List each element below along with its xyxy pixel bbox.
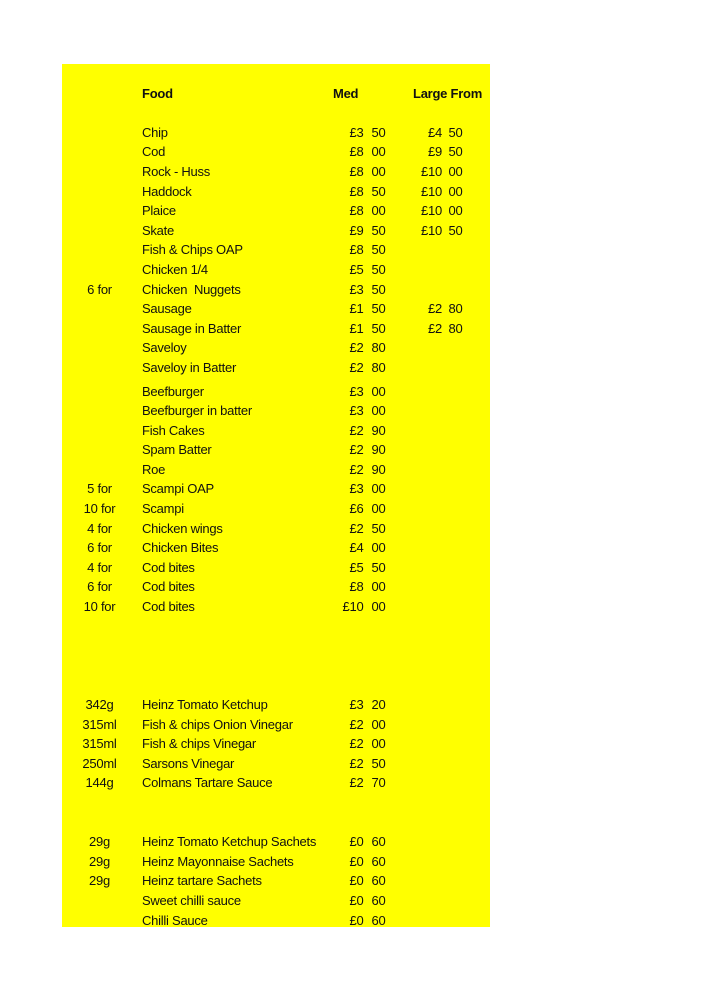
food-name-cell: Fish Cakes bbox=[142, 422, 205, 438]
food-name-cell: Spam Batter bbox=[142, 442, 212, 458]
quantity-cell: 6 for bbox=[87, 579, 112, 595]
food-name-cell: Roe bbox=[142, 461, 166, 477]
large-price-pence-cell: 80 bbox=[448, 301, 463, 317]
large-price-pence-cell bbox=[442, 832, 490, 852]
large-price-pence-cell bbox=[442, 754, 490, 774]
med-price-pence-cell: 60 bbox=[371, 834, 386, 850]
med-price-pence-cell: 50 bbox=[371, 559, 386, 575]
large-price-pence-cell bbox=[442, 734, 490, 754]
large-price-pounds-cell: £4 bbox=[428, 124, 442, 140]
food-name-cell: Saveloy bbox=[142, 340, 187, 356]
med-price-pounds-cell: £9 bbox=[349, 222, 364, 238]
med-price-pounds-cell: £0 bbox=[349, 834, 364, 850]
menu-row bbox=[62, 421, 490, 441]
menu-row bbox=[62, 773, 490, 793]
large-price-pence-cell bbox=[442, 891, 490, 911]
large-price-pence-cell bbox=[442, 871, 490, 891]
food-name-cell: Sausage in Batter bbox=[142, 320, 242, 336]
med-price-pence-cell: 00 bbox=[371, 736, 386, 752]
quantity-cell bbox=[62, 201, 137, 221]
large-price-pounds-cell bbox=[407, 280, 443, 300]
med-price-pounds-cell: £2 bbox=[349, 520, 364, 536]
med-price-pence-cell: 50 bbox=[371, 242, 386, 258]
menu-row bbox=[62, 260, 490, 280]
menu-row bbox=[62, 597, 490, 617]
food-name-cell: Cod bites bbox=[142, 599, 195, 615]
med-price-pounds-cell: £2 bbox=[349, 422, 364, 438]
large-price-pounds-cell bbox=[407, 460, 443, 480]
quantity-cell bbox=[62, 319, 137, 339]
large-price-pounds-cell bbox=[407, 338, 443, 358]
med-price-pounds-cell: £2 bbox=[349, 775, 364, 791]
quantity-cell bbox=[62, 240, 137, 260]
large-price-pounds-cell bbox=[407, 597, 443, 617]
quantity-cell: 144g bbox=[85, 775, 114, 791]
quantity-cell: 315ml bbox=[82, 716, 117, 732]
quantity-cell bbox=[62, 142, 137, 162]
med-price-pence-cell: 50 bbox=[371, 261, 386, 277]
med-price-pence-cell: 50 bbox=[371, 222, 386, 238]
med-price-pounds-cell: £3 bbox=[349, 481, 364, 497]
med-price-pounds-cell: £1 bbox=[349, 301, 364, 317]
menu-row bbox=[62, 280, 490, 300]
large-price-pounds-cell bbox=[407, 440, 443, 460]
med-price-pence-cell: 70 bbox=[371, 775, 386, 791]
med-price-pounds-cell: £8 bbox=[349, 203, 364, 219]
med-price-pence-cell: 00 bbox=[371, 144, 386, 160]
quantity-cell: 4 for bbox=[87, 520, 112, 536]
large-price-pounds-cell bbox=[407, 832, 443, 852]
large-price-pence-cell bbox=[442, 852, 490, 872]
med-price-pounds-cell: £2 bbox=[349, 359, 364, 375]
med-price-pence-cell: 80 bbox=[371, 340, 386, 356]
large-price-pence-cell: 00 bbox=[448, 183, 463, 199]
menu-row bbox=[62, 201, 490, 221]
med-price-pence-cell: 60 bbox=[371, 892, 386, 908]
menu-row bbox=[62, 871, 490, 891]
med-price-pounds-cell: £8 bbox=[349, 183, 364, 199]
quantity-cell: 29g bbox=[89, 853, 110, 869]
med-price-pence-cell: 60 bbox=[371, 873, 386, 889]
large-price-pence-cell bbox=[442, 479, 490, 499]
large-price-pounds-cell bbox=[407, 499, 443, 519]
large-price-pence-cell: 50 bbox=[448, 144, 463, 160]
med-price-pence-cell: 50 bbox=[371, 520, 386, 536]
menu-row bbox=[62, 519, 490, 539]
med-price-pence-cell: 00 bbox=[371, 203, 386, 219]
med-price-pounds-cell: £3 bbox=[349, 383, 364, 399]
quantity-cell bbox=[62, 382, 137, 402]
med-price-pounds-cell: £1 bbox=[349, 320, 364, 336]
large-price-pounds-cell: £2 bbox=[428, 320, 442, 336]
quantity-cell: 10 for bbox=[83, 501, 116, 517]
large-price-pence-cell bbox=[442, 460, 490, 480]
med-price-pounds-cell: £6 bbox=[349, 501, 364, 517]
food-name-cell: Chicken Bites bbox=[142, 540, 219, 556]
menu-row bbox=[62, 832, 490, 852]
med-price-pounds-cell: £2 bbox=[349, 340, 364, 356]
med-price-pounds-cell: £3 bbox=[349, 124, 364, 140]
quantity-cell bbox=[62, 891, 137, 911]
med-price-pounds-cell: £3 bbox=[349, 281, 364, 297]
menu-row bbox=[62, 911, 490, 931]
large-price-pounds-cell bbox=[407, 401, 443, 421]
large-price-pounds-cell bbox=[407, 538, 443, 558]
menu-row bbox=[62, 558, 490, 578]
menu-row bbox=[62, 577, 490, 597]
menu-sheet bbox=[62, 64, 490, 927]
header-spacer bbox=[62, 103, 490, 123]
med-price-pence-cell: 00 bbox=[371, 383, 386, 399]
quantity-cell bbox=[62, 421, 137, 441]
menu-section-burgers-and-bites bbox=[62, 382, 490, 617]
med-price-pence-cell: 60 bbox=[371, 853, 386, 869]
menu-header-row bbox=[62, 84, 490, 104]
menu-row bbox=[62, 499, 490, 519]
food-name-cell: Cod bbox=[142, 144, 166, 160]
med-price-pounds-cell: £0 bbox=[349, 873, 364, 889]
med-price-pence-cell: 50 bbox=[371, 301, 386, 317]
food-name-cell: Heinz Mayonnaise Sachets bbox=[142, 853, 294, 869]
med-price-pence-cell: 60 bbox=[371, 912, 386, 928]
large-price-pence-cell bbox=[442, 280, 490, 300]
med-price-pounds-cell: £5 bbox=[349, 559, 364, 575]
food-name-cell: Heinz Tomato Ketchup bbox=[142, 697, 268, 713]
food-name-cell: Chip bbox=[142, 124, 168, 140]
food-name-cell: Sausage bbox=[142, 301, 192, 317]
med-price-pence-cell: 00 bbox=[371, 501, 386, 517]
food-name-cell: Chilli Sauce bbox=[142, 912, 208, 928]
large-price-pounds-cell: £10 bbox=[421, 183, 442, 199]
food-name-cell: Chicken wings bbox=[142, 520, 223, 536]
quantity-cell: 250ml bbox=[82, 755, 117, 771]
large-price-pounds-cell: £2 bbox=[428, 301, 442, 317]
food-name-cell: Scampi OAP bbox=[142, 481, 214, 497]
large-price-pounds-cell bbox=[407, 421, 443, 441]
med-price-pounds-cell: £8 bbox=[349, 242, 364, 258]
food-name-cell: Scampi bbox=[142, 501, 184, 517]
menu-row bbox=[62, 299, 490, 319]
quantity-cell: 342g bbox=[85, 697, 114, 713]
med-price-pence-cell: 50 bbox=[371, 320, 386, 336]
med-price-pence-cell: 50 bbox=[371, 124, 386, 140]
menu-row bbox=[62, 123, 490, 143]
med-price-pence-cell: 00 bbox=[371, 599, 386, 615]
food-name-cell: Cod bites bbox=[142, 579, 195, 595]
quantity-cell bbox=[62, 182, 137, 202]
med-price-pence-cell: 00 bbox=[371, 540, 386, 556]
med-price-pounds-cell: £5 bbox=[349, 261, 364, 277]
menu-row bbox=[62, 401, 490, 421]
large-price-pence-cell bbox=[442, 911, 490, 931]
menu-row bbox=[62, 734, 490, 754]
quantity-cell: 315ml bbox=[82, 736, 117, 752]
med-price-pounds-cell: £8 bbox=[349, 579, 364, 595]
med-price-pence-cell: 50 bbox=[371, 281, 386, 297]
med-price-pounds-cell: £2 bbox=[349, 442, 364, 458]
quantity-cell bbox=[62, 440, 137, 460]
large-price-pence-cell bbox=[442, 382, 490, 402]
menu-row bbox=[62, 852, 490, 872]
med-price-pence-cell: 90 bbox=[371, 461, 386, 477]
food-name-cell: Beefburger bbox=[142, 383, 204, 399]
large-price-pence-cell bbox=[442, 695, 490, 715]
large-price-pounds-cell bbox=[407, 871, 443, 891]
food-name-cell: Fish & Chips OAP bbox=[142, 242, 243, 258]
large-price-pounds-cell: £10 bbox=[421, 222, 442, 238]
large-price-pence-cell bbox=[442, 338, 490, 358]
large-price-pounds-cell bbox=[407, 260, 443, 280]
large-price-pence-cell bbox=[442, 401, 490, 421]
food-name-cell: Chicken 1/4 bbox=[142, 261, 208, 277]
menu-row bbox=[62, 338, 490, 358]
menu-row bbox=[62, 440, 490, 460]
large-price-pounds-cell: £9 bbox=[428, 144, 442, 160]
large-price-pounds-cell bbox=[407, 891, 443, 911]
large-price-pence-cell bbox=[442, 358, 490, 378]
quantity-cell: 29g bbox=[89, 873, 110, 889]
quantity-cell: 6 for bbox=[87, 281, 112, 297]
med-price-pounds-cell: £0 bbox=[349, 892, 364, 908]
food-name-cell: Fish & chips Onion Vinegar bbox=[142, 716, 293, 732]
large-price-pounds-cell bbox=[407, 382, 443, 402]
large-price-pence-cell bbox=[442, 715, 490, 735]
large-price-pounds-cell bbox=[407, 358, 443, 378]
menu-section-bottled-condiments bbox=[62, 695, 490, 793]
menu-row bbox=[62, 479, 490, 499]
large-price-pence-cell bbox=[442, 260, 490, 280]
quantity-cell bbox=[62, 260, 137, 280]
food-name-cell: Saveloy in Batter bbox=[142, 359, 237, 375]
quantity-cell bbox=[62, 299, 137, 319]
menu-row bbox=[62, 358, 490, 378]
large-price-pence-cell: 00 bbox=[448, 163, 463, 179]
quantity-cell: 10 for bbox=[83, 599, 116, 615]
large-price-pence-cell bbox=[442, 519, 490, 539]
large-price-pence-cell: 50 bbox=[448, 124, 463, 140]
med-price-pence-cell: 00 bbox=[371, 481, 386, 497]
large-price-pence-cell: 00 bbox=[448, 203, 463, 219]
menu-row bbox=[62, 460, 490, 480]
med-price-pence-cell: 90 bbox=[371, 422, 386, 438]
med-price-pence-cell: 00 bbox=[371, 579, 386, 595]
large-price-pounds-cell bbox=[407, 240, 443, 260]
med-price-pence-cell: 90 bbox=[371, 442, 386, 458]
menu-row bbox=[62, 695, 490, 715]
med-price-pounds-cell: £2 bbox=[349, 461, 364, 477]
large-price-pence-cell bbox=[442, 597, 490, 617]
menu-row bbox=[62, 715, 490, 735]
large-price-pence-cell bbox=[442, 577, 490, 597]
large-price-pounds-cell bbox=[407, 558, 443, 578]
quantity-cell bbox=[62, 358, 137, 378]
header-food: Food bbox=[142, 85, 173, 101]
food-name-cell: Heinz Tomato Ketchup Sachets bbox=[142, 834, 317, 850]
large-price-pence-cell bbox=[442, 440, 490, 460]
large-price-pence-cell bbox=[442, 240, 490, 260]
menu-row bbox=[62, 891, 490, 911]
med-price-pounds-cell: £2 bbox=[349, 736, 364, 752]
menu-row bbox=[62, 754, 490, 774]
med-price-pence-cell: 50 bbox=[371, 183, 386, 199]
med-price-pence-cell: 20 bbox=[371, 697, 386, 713]
large-price-pence-cell bbox=[442, 538, 490, 558]
header-med: Med bbox=[333, 85, 359, 101]
menu-row bbox=[62, 240, 490, 260]
large-price-pounds-cell bbox=[407, 734, 443, 754]
menu-sections bbox=[62, 123, 490, 930]
menu-row bbox=[62, 221, 490, 241]
food-name-cell: Sarsons Vinegar bbox=[142, 755, 235, 771]
med-price-pounds-cell: £0 bbox=[349, 853, 364, 869]
large-price-pounds-cell bbox=[407, 911, 443, 931]
large-price-pounds-cell bbox=[407, 773, 443, 793]
menu-section-sachets bbox=[62, 832, 490, 930]
food-name-cell: Haddock bbox=[142, 183, 192, 199]
med-price-pounds-cell: £0 bbox=[349, 912, 364, 928]
med-price-pounds-cell: £8 bbox=[349, 163, 364, 179]
med-price-pounds-cell: £3 bbox=[349, 403, 364, 419]
quantity-cell bbox=[62, 911, 137, 931]
quantity-cell: 5 for bbox=[87, 481, 112, 497]
med-price-pounds-cell: £3 bbox=[349, 697, 364, 713]
large-price-pounds-cell bbox=[407, 754, 443, 774]
quantity-cell bbox=[62, 401, 137, 421]
large-price-pence-cell bbox=[442, 421, 490, 441]
quantity-cell bbox=[62, 338, 137, 358]
large-price-pounds-cell bbox=[407, 519, 443, 539]
menu-row bbox=[62, 162, 490, 182]
med-price-pence-cell: 00 bbox=[371, 163, 386, 179]
large-price-pence-cell: 50 bbox=[448, 222, 463, 238]
large-price-pounds-cell: £10 bbox=[421, 203, 442, 219]
menu-row bbox=[62, 538, 490, 558]
large-price-pence-cell: 80 bbox=[448, 320, 463, 336]
food-name-cell: Beefburger in batter bbox=[142, 403, 252, 419]
quantity-cell bbox=[62, 123, 137, 143]
food-name-cell: Chicken Nuggets bbox=[142, 281, 241, 297]
large-price-pounds-cell bbox=[407, 852, 443, 872]
med-price-pounds-cell: £8 bbox=[349, 144, 364, 160]
menu-row bbox=[62, 142, 490, 162]
quantity-cell bbox=[62, 460, 137, 480]
med-price-pence-cell: 50 bbox=[371, 755, 386, 771]
med-price-pence-cell: 00 bbox=[371, 716, 386, 732]
menu-row bbox=[62, 382, 490, 402]
quantity-cell bbox=[62, 221, 137, 241]
menu-row bbox=[62, 182, 490, 202]
med-price-pounds-cell: £2 bbox=[349, 716, 364, 732]
quantity-cell: 4 for bbox=[87, 559, 112, 575]
large-price-pounds-cell bbox=[407, 479, 443, 499]
menu-row bbox=[62, 319, 490, 339]
med-price-pounds-cell: £10 bbox=[342, 599, 364, 615]
large-price-pence-cell bbox=[442, 499, 490, 519]
med-price-pounds-cell: £2 bbox=[349, 755, 364, 771]
large-price-pounds-cell bbox=[407, 715, 443, 735]
quantity-cell bbox=[62, 162, 137, 182]
menu-section-fish-and-mains bbox=[62, 123, 490, 378]
food-name-cell: Rock - Huss bbox=[142, 163, 211, 179]
quantity-cell: 29g bbox=[89, 834, 110, 850]
header-large-from: Large From bbox=[413, 85, 483, 101]
large-price-pounds-cell bbox=[407, 577, 443, 597]
large-price-pounds-cell: £10 bbox=[421, 163, 442, 179]
med-price-pounds-cell: £4 bbox=[349, 540, 364, 556]
med-price-pence-cell: 80 bbox=[371, 359, 386, 375]
large-price-pounds-cell bbox=[407, 695, 443, 715]
food-name-cell: Heinz tartare Sachets bbox=[142, 873, 262, 889]
food-name-cell: Cod bites bbox=[142, 559, 195, 575]
quantity-cell: 6 for bbox=[87, 540, 112, 556]
food-name-cell: Skate bbox=[142, 222, 174, 238]
med-price-pence-cell: 00 bbox=[371, 403, 386, 419]
food-name-cell: Colmans Tartare Sauce bbox=[142, 775, 273, 791]
large-price-pence-cell bbox=[442, 773, 490, 793]
food-name-cell: Plaice bbox=[142, 203, 176, 219]
large-price-pence-cell bbox=[442, 558, 490, 578]
food-name-cell: Fish & chips Vinegar bbox=[142, 736, 256, 752]
food-name-cell: Sweet chilli sauce bbox=[142, 892, 241, 908]
